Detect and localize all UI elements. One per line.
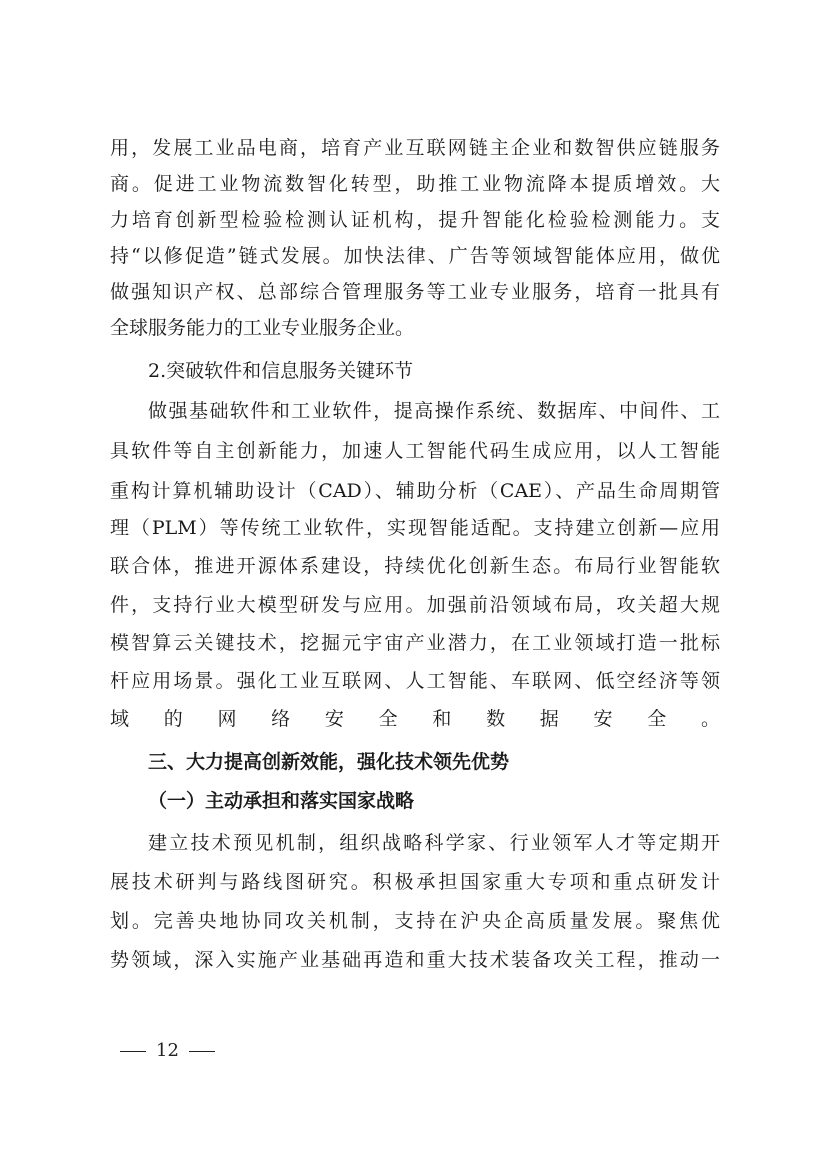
page-footer <box>110 1036 225 1066</box>
paragraph-line: 域的网络安全和数据安全。 <box>110 708 720 730</box>
section-heading: （一）主动承担和落实国家战略 <box>148 790 415 812</box>
paragraph-line: 件，支持行业大模型研发与应用。加强前沿领域布局，攻关超大规 <box>110 594 720 616</box>
paragraph-line: 建立技术预见机制，组织战略科学家、行业领军人才等定期开 <box>148 832 720 854</box>
paragraph-line: 联合体，推进开源体系建设，持续优化创新生态。布局行业智能软 <box>110 555 720 577</box>
footer-dash-left <box>120 1051 146 1052</box>
paragraph-line: 模智算云关键技术，挖掘元宇宙产业潜力，在工业领域打造一批标 <box>110 632 720 654</box>
paragraph-line: 做强知识产权、总部综合管理服务等工业专业服务，培育一批具有 <box>110 281 720 303</box>
paragraph-line: 具软件等自主创新能力，加速人工智能代码生成应用，以人工智能 <box>110 440 720 462</box>
footer-dash-right <box>189 1051 215 1052</box>
paragraph-line: 商。促进工业物流数智化转型，助推工业物流降本提质增效。大 <box>110 173 720 195</box>
paragraph-line: 做强基础软件和工业软件，提高操作系统、数据库、中间件、工 <box>148 400 720 422</box>
paragraph-line: 势领域，深入实施产业基础再造和重大技术装备攻关工程，推动一 <box>110 949 720 971</box>
paragraph-line: 展技术研判与路线图研究。积极承担国家重大专项和重点研发计 <box>110 871 720 893</box>
chapter-heading: 三、大力提高创新效能，强化技术领先优势 <box>148 751 510 773</box>
paragraph-line: 力培育创新型检验检测认证机构，提升智能化检验检测能力。支 <box>110 209 720 231</box>
page-number: 12 <box>156 1040 179 1061</box>
section-subtitle: 2.突破软件和信息服务关键环节 <box>148 360 414 382</box>
paragraph-line: 持“以修促造”链式发展。加快法律、广告等领域智能体应用，做优 <box>110 245 720 267</box>
paragraph-line: 用，发展工业品电商，培育产业互联网链主企业和数智供应链服务 <box>110 137 720 159</box>
paragraph-line: 重构计算机辅助设计（CAD）、辅助分析（CAE）、产品生命周期管 <box>110 480 720 502</box>
paragraph-line: 全球服务能力的工业专业服务企业。 <box>110 317 415 339</box>
paragraph-line: 杆应用场景。强化工业互联网、人工智能、车联网、低空经济等领 <box>110 670 720 692</box>
paragraph-line: 理（PLM）等传统工业软件，实现智能适配。支持建立创新—应用 <box>110 517 720 539</box>
paragraph-line: 划。完善央地协同攻关机制，支持在沪央企高质量发展。聚焦优 <box>110 910 720 932</box>
